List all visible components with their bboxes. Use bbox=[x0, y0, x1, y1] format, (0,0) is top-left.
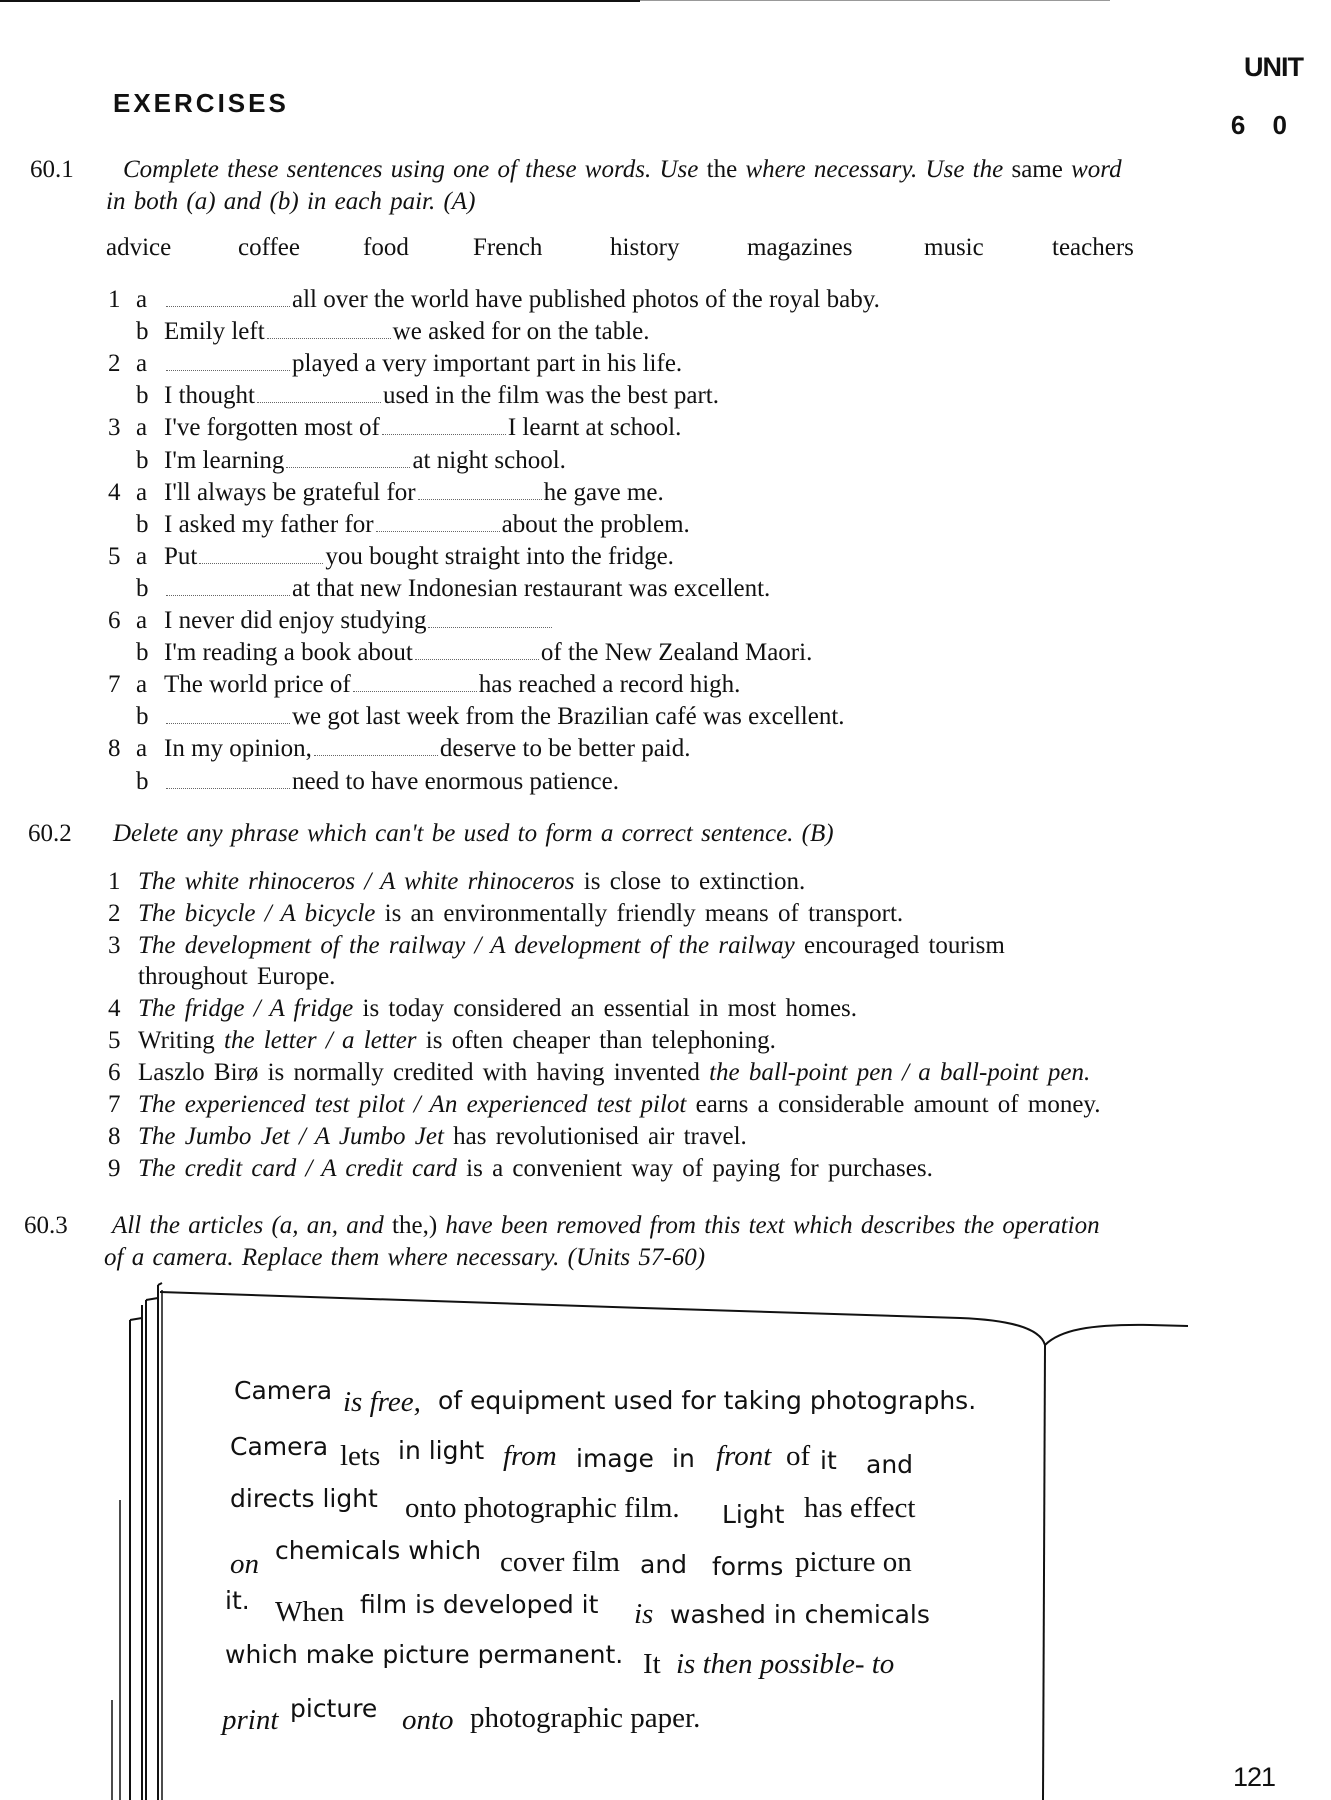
exercise-instruction-line2: in both (a) and (b) in each pair. (A) bbox=[106, 188, 476, 215]
text-word: is free, bbox=[343, 1386, 421, 1418]
item-letter: b bbox=[136, 318, 149, 346]
text-word: picture bbox=[290, 1694, 378, 1723]
item-text-after: we got last week from the Brazilian café was excellent. bbox=[292, 703, 845, 731]
item-text-before: I'm reading a book about bbox=[164, 639, 413, 667]
item-text-after: is a convenient way of paying for purchases. bbox=[466, 1155, 933, 1182]
text-word: onto photographic film. bbox=[405, 1492, 680, 1524]
item-text-before: I'm learning bbox=[164, 446, 285, 474]
word-item: teachers bbox=[1052, 234, 1134, 261]
text-word: in light bbox=[398, 1436, 485, 1465]
exercise-number: 60.2 bbox=[28, 820, 72, 847]
item-text-after: is often cheaper than telephoning. bbox=[425, 1027, 776, 1054]
text-word: film is developed it bbox=[360, 1590, 599, 1619]
item-letter: a bbox=[136, 607, 148, 634]
item-text-after: I learnt at school. bbox=[507, 414, 682, 442]
item-letter: b bbox=[136, 639, 149, 667]
item-text-after: played a very important part in his life. bbox=[292, 350, 683, 378]
item-text-before: Writing bbox=[138, 1027, 215, 1054]
item-text-after: we asked for on the table. bbox=[392, 318, 650, 346]
text-word: which make picture permanent. bbox=[225, 1640, 624, 1669]
item-number: 5 bbox=[108, 542, 121, 570]
item-letter: a bbox=[136, 286, 148, 313]
exercise-number: 60.3 bbox=[24, 1212, 68, 1239]
phrase-options[interactable]: The white rhinoceros / A white rhinoceros bbox=[138, 868, 575, 895]
item-text-before: Put bbox=[164, 542, 198, 570]
item-text-after: is close to extinction. bbox=[583, 868, 806, 895]
text-word: it bbox=[820, 1446, 837, 1475]
item-letter: a bbox=[136, 671, 148, 699]
word-item: coffee bbox=[238, 234, 300, 261]
text-word: photographic paper. bbox=[470, 1702, 701, 1734]
text-word: onto bbox=[402, 1704, 454, 1736]
item-number: 8 bbox=[108, 1123, 121, 1150]
exercise-number: 60.1 bbox=[30, 156, 74, 183]
item-letter: a bbox=[136, 478, 148, 506]
exercise-instruction: All the articles (a, an, and the,) have been removed from this text which describes the operation bbox=[112, 1212, 1100, 1239]
item-number: 4 bbox=[108, 478, 121, 506]
item-letter: b bbox=[136, 382, 149, 410]
item-text-before: Emily left bbox=[164, 318, 265, 346]
item-text-before: Laszlo Birø is normally credited with having invented bbox=[138, 1059, 700, 1086]
item-text-before: I've forgotten most of bbox=[164, 414, 380, 442]
text-word: of equipment used for taking photographs. bbox=[438, 1386, 977, 1415]
item-number: 2 bbox=[108, 900, 121, 927]
phrase-options[interactable]: The experienced test pilot / An experienced test pilot bbox=[138, 1091, 687, 1118]
item-letter: a bbox=[136, 350, 148, 378]
item-number: 3 bbox=[108, 414, 121, 442]
item-text-after: of the New Zealand Maori. bbox=[540, 639, 813, 667]
item-letter: a bbox=[136, 414, 148, 442]
word-item: advice bbox=[106, 234, 172, 261]
item-text-after: about the problem. bbox=[501, 510, 690, 538]
text-word: picture on bbox=[795, 1546, 912, 1578]
page-number: 121 bbox=[1232, 1762, 1275, 1792]
text-word: directs light bbox=[230, 1484, 378, 1513]
text-word: forms bbox=[712, 1552, 784, 1581]
text-word: and bbox=[640, 1550, 688, 1579]
item-letter: a bbox=[136, 542, 148, 570]
unit-label: UNIT bbox=[1244, 52, 1303, 82]
text-word: is then possible- to bbox=[676, 1648, 895, 1680]
item-letter: b bbox=[136, 767, 149, 795]
word-item: music bbox=[924, 234, 984, 261]
phrase-options[interactable]: the letter / a letter bbox=[224, 1027, 417, 1054]
item-text-before: I asked my father for bbox=[164, 510, 374, 538]
item-letter: b bbox=[136, 510, 149, 538]
phrase-options[interactable]: The fridge / A fridge bbox=[138, 995, 354, 1022]
item-number: 3 bbox=[108, 932, 121, 959]
text-word: on bbox=[230, 1548, 259, 1580]
text-word: has effect bbox=[804, 1492, 916, 1524]
item-text-before: I never did enjoy studying bbox=[164, 607, 427, 634]
word-item: history bbox=[610, 234, 680, 261]
item-text-after: need to have enormous patience. bbox=[292, 767, 619, 795]
item-text-after: all over the world have published photos of the royal baby. bbox=[292, 286, 880, 313]
text-word: from bbox=[503, 1440, 557, 1472]
item-text-before: The world price of bbox=[164, 671, 351, 699]
item-text-after: at that new Indonesian restaurant was excellent. bbox=[292, 574, 771, 602]
item-text-after: has revolutionised air travel. bbox=[453, 1123, 747, 1150]
item-text-before: throughout Europe. bbox=[138, 963, 336, 990]
item-text-after: you bought straight into the fridge. bbox=[325, 542, 674, 570]
phrase-options[interactable]: The development of the railway / A development of the railway bbox=[138, 932, 795, 959]
item-number: 8 bbox=[108, 735, 121, 763]
item-text-before: I thought bbox=[164, 382, 255, 410]
text-word: in bbox=[672, 1444, 695, 1473]
item-number: 6 bbox=[108, 1059, 121, 1086]
item-text-after: he gave me. bbox=[543, 478, 664, 506]
item-letter: a bbox=[136, 735, 148, 763]
item-text-after: encouraged tourism bbox=[803, 932, 1005, 959]
item-number: 5 bbox=[108, 1027, 121, 1054]
item-letter: b bbox=[136, 703, 149, 731]
text-word: image bbox=[576, 1444, 654, 1473]
exercise-instruction-line2: of a camera. Replace them where necessary. (Units 57-60) bbox=[104, 1244, 706, 1271]
text-word: washed in chemicals bbox=[670, 1600, 930, 1629]
text-word: and bbox=[866, 1450, 914, 1479]
phrase-options[interactable]: The bicycle / A bicycle bbox=[138, 900, 376, 927]
text-word: Light bbox=[722, 1500, 785, 1529]
item-number: 2 bbox=[108, 350, 121, 378]
item-text-after: used in the film was the best part. bbox=[382, 382, 720, 410]
word-item: magazines bbox=[747, 234, 853, 261]
exercise-instruction: Delete any phrase which can't be used to form a correct sentence. (B) bbox=[113, 820, 834, 847]
text-word: print bbox=[222, 1704, 279, 1736]
phrase-options[interactable]: The credit card / A credit card bbox=[138, 1155, 457, 1182]
text-word: is bbox=[634, 1598, 654, 1630]
item-number: 1 bbox=[108, 286, 121, 313]
item-text-after: is today considered an essential in most homes. bbox=[362, 995, 858, 1022]
item-text-after: at night school. bbox=[412, 446, 566, 474]
item-number: 4 bbox=[108, 995, 121, 1022]
text-word: cover film bbox=[500, 1546, 620, 1578]
word-item: food bbox=[363, 234, 409, 261]
phrase-options[interactable]: the ball-point pen / a ball-point pen. bbox=[709, 1059, 1091, 1086]
item-text-after: has reached a record high. bbox=[478, 671, 741, 699]
item-number: 7 bbox=[108, 671, 121, 699]
page-title: EXERCISES bbox=[113, 88, 289, 118]
exercise-instruction: Complete these sentences using one of these words. Use the where necessary. Use the same word bbox=[123, 156, 1122, 183]
text-word: chemicals which bbox=[275, 1536, 482, 1565]
phrase-options[interactable]: The Jumbo Jet / A Jumbo Jet bbox=[138, 1123, 444, 1150]
text-word: it. bbox=[225, 1586, 250, 1615]
item-number: 9 bbox=[108, 1155, 121, 1182]
item-letter: b bbox=[136, 574, 149, 602]
text-word: of bbox=[786, 1440, 811, 1472]
item-number: 1 bbox=[108, 868, 121, 895]
item-text-after: deserve to be better paid. bbox=[439, 735, 691, 763]
item-text-after: is an environmentally friendly means of transport. bbox=[384, 900, 904, 927]
text-word: lets bbox=[340, 1440, 381, 1472]
item-number: 6 bbox=[108, 607, 121, 634]
text-word: Camera bbox=[234, 1376, 333, 1405]
text-word: Camera bbox=[230, 1432, 329, 1461]
item-text-before: In my opinion, bbox=[164, 735, 312, 763]
text-word: It bbox=[643, 1648, 661, 1680]
item-letter: b bbox=[136, 446, 149, 474]
unit-number: 6 0 bbox=[1230, 110, 1297, 140]
word-item: French bbox=[473, 234, 543, 261]
text-word: When bbox=[275, 1596, 345, 1628]
text-word: front bbox=[716, 1440, 772, 1472]
item-text-before: I'll always be grateful for bbox=[164, 478, 416, 506]
item-number: 7 bbox=[108, 1091, 121, 1118]
item-text-after: earns a considerable amount of money. bbox=[695, 1091, 1101, 1118]
